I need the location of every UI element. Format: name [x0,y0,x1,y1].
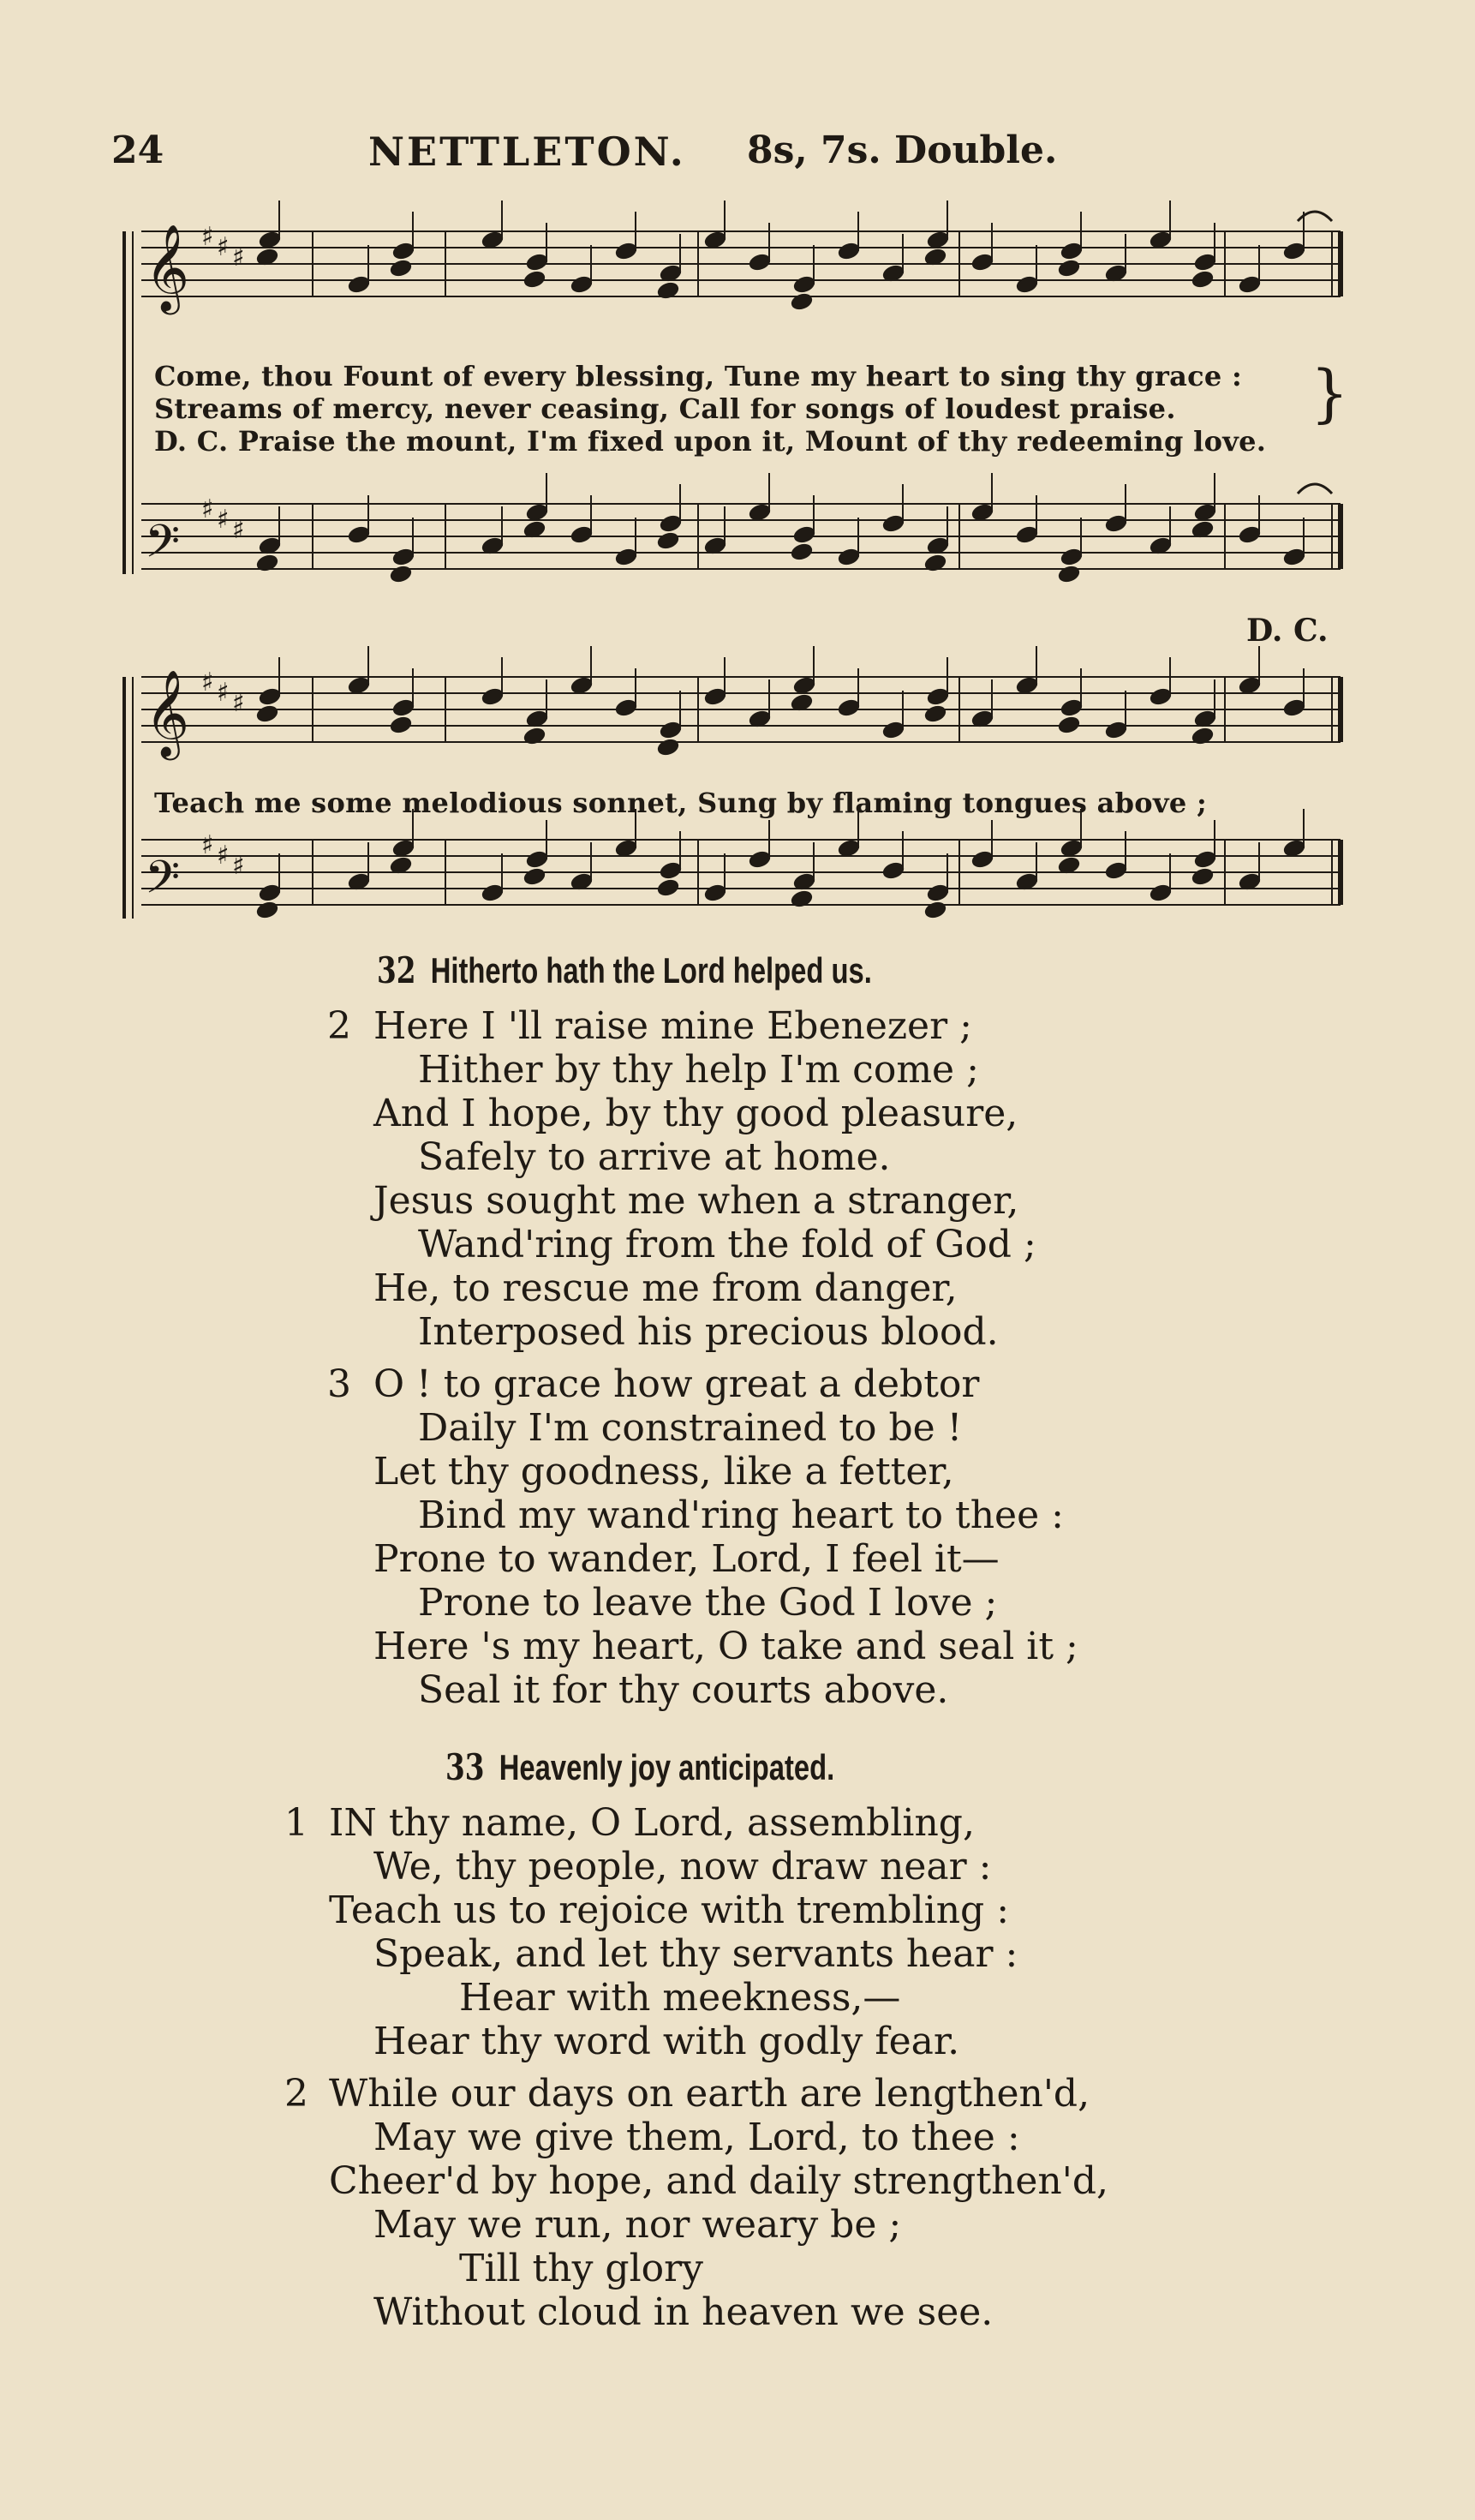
sharp-symbol: ♯ [201,830,214,860]
note-head [659,513,683,533]
note-head [523,866,546,886]
note-head [614,241,638,260]
note-head [970,252,994,272]
note-head [790,889,814,908]
note-head [656,280,680,300]
note-head [1282,697,1306,717]
note-head [1015,274,1039,294]
note-head [1060,241,1084,260]
note-head [1191,269,1215,289]
note-head [926,686,950,706]
sharp-symbol: ♯ [201,494,214,524]
verse-line: May we give them, Lord, to thee : [373,2116,1020,2159]
hymn-title: Heavenly joy anticipated. [499,1747,835,1787]
verse-line: Hither by thy help I'm come ; [418,1048,979,1092]
fermata-symbol [1298,484,1332,494]
note-head [970,849,994,869]
note-head [790,542,814,561]
page-number: 24 [111,129,164,172]
verse-line: Till thy glory [459,2247,704,2290]
note-head [656,530,680,550]
note-head [570,274,594,294]
verse-number: 3 [327,1362,351,1406]
note-head [1060,697,1084,717]
note-head [881,860,905,880]
hymn-number: 32 [377,949,416,991]
note-head [1238,524,1262,544]
lyric-line-2: Streams of mercy, never ceasing, Call for songs of loudest praise. [154,392,1176,425]
tune-meter: 8s, 7s. Double. [747,129,1058,172]
note-head [1104,860,1128,880]
note-head [1193,849,1217,869]
note-head [1149,686,1173,706]
hymn-number: 33 [445,1746,485,1788]
sharp-symbol: ♯ [217,505,230,535]
note-head [525,252,549,272]
verse-line: IN thy name, O Lord, assembling, [329,1801,975,1845]
verse-line: May we run, nor weary be ; [373,2203,902,2247]
verse-line: Let thy goodness, like a fetter, [373,1450,954,1493]
sharp-symbol: ♯ [232,242,245,272]
verse-line: Here 's my heart, O take and seal it ; [373,1625,1078,1668]
sharp-symbol: ♯ [217,678,230,708]
verse-line: Prone to wander, Lord, I feel it— [373,1537,1000,1581]
note-head [748,849,772,869]
dc-marking: D. C. [1246,613,1329,649]
note-head [881,720,905,739]
note-head [523,726,546,745]
sharp-symbol: ♯ [201,222,214,252]
hymn-heading [445,1746,834,1788]
note-head [923,553,947,572]
lyric-line-3: D. C. Praise the mount, I'm fixed upon it, Mount of thy redeeming love. [154,425,1267,458]
note-head [389,715,413,734]
note-head [792,524,816,544]
note-head [1282,241,1306,260]
note-head [837,241,861,260]
note-head [1193,252,1217,272]
verse-line: Seal it for thy courts above. [418,1668,949,1712]
verse-line: He, to rescue me from danger, [373,1266,958,1310]
note-head [923,900,947,919]
note-head [659,720,683,739]
note-head [481,883,505,902]
note-head [837,697,861,717]
note-head [525,849,549,869]
note-head [389,564,413,584]
verse-number: 2 [327,1004,351,1048]
note-head [748,252,772,272]
hymn-title: Hitherto hath the Lord helped us. [430,950,872,991]
note-head [614,547,638,566]
note-head [1238,274,1262,294]
lyric-line-4: Teach me some melodious sonnet, Sung by flaming tongues above ; [154,787,1208,819]
note-head [656,737,680,757]
note-head [659,860,683,880]
verse-line: And I hope, by thy good pleasure, [373,1092,1018,1135]
verse-line: Bind my wand'ring heart to thee : [418,1493,1064,1537]
lyric-line-1: Come, thou Fount of every blessing, Tune my heart to sing thy grace : [154,360,1243,392]
note-head [1057,258,1081,278]
brace-symbol: } [1311,356,1349,431]
sharp-symbol: ♯ [217,232,230,262]
note-head [881,513,905,533]
note-head [255,900,279,919]
note-head [1104,513,1128,533]
note-head [1015,524,1039,544]
clef-symbol: 𝄢 [145,852,181,915]
note-head [1057,715,1081,734]
note-head [1191,726,1215,745]
hymn-heading [377,949,872,991]
note-head [656,877,680,897]
note-head [258,883,282,902]
note-head [1057,564,1081,584]
note-head [1149,883,1173,902]
verse-line: Without cloud in heaven we see. [373,2290,994,2334]
note-head [1104,720,1128,739]
note-head [1191,866,1215,886]
note-head [389,258,413,278]
note-head [837,547,861,566]
sharp-symbol: ♯ [232,851,245,881]
clef-symbol: 𝄞 [145,668,190,757]
note-head [703,686,727,706]
verse-line: Interposed his precious blood. [418,1310,999,1354]
verse-line: Daily I'm constrained to be ! [418,1406,963,1450]
note-head [255,553,279,572]
note-head [347,274,371,294]
sharp-symbol: ♯ [217,841,230,871]
note-head [790,291,814,311]
verse-line: While our days on earth are lengthen'd, [329,2072,1090,2116]
note-head [1060,547,1084,566]
verse-line: Wand'ring from the fold of God ; [418,1223,1036,1266]
verse-line: Here I 'll raise mine Ebenezer ; [373,1004,972,1048]
verse-line: Cheer'd by hope, and daily strengthen'd, [329,2159,1108,2203]
verse-line: Hear thy word with godly fear. [373,2020,960,2063]
verse-line: Safely to arrive at home. [418,1135,891,1179]
note-head [570,524,594,544]
note-head [614,697,638,717]
verse-line: Hear with meekness,— [459,1976,901,2020]
note-head [391,697,415,717]
note-head [926,883,950,902]
note-head [391,241,415,260]
verse-line: O ! to grace how great a debtor [373,1362,980,1406]
verse-line: Teach us to rejoice with trembling : [329,1889,1010,1932]
note-head [523,269,546,289]
verse-number: 1 [284,1801,308,1845]
note-head [391,547,415,566]
verse-line: We, thy people, now draw near : [373,1845,992,1889]
note-head [703,883,727,902]
clef-symbol: 𝄞 [145,223,190,311]
note-head [923,703,947,723]
verse-line: Prone to leave the God I love ; [418,1581,998,1625]
sharp-symbol: ♯ [232,688,245,718]
sharp-symbol: ♯ [232,515,245,545]
clef-symbol: 𝄢 [145,516,181,579]
note-head [255,703,279,723]
note-head [481,686,505,706]
verse-line: Jesus sought me when a stranger, [373,1179,1019,1223]
tune-title: NETTLETON. [368,129,686,175]
note-head [1282,547,1306,566]
note-head [792,274,816,294]
verse-line: Speak, and let thy servants hear : [373,1932,1018,1976]
sharp-symbol: ♯ [201,667,214,697]
note-head [347,524,371,544]
verse-number: 2 [284,2072,308,2116]
note-head [258,686,282,706]
